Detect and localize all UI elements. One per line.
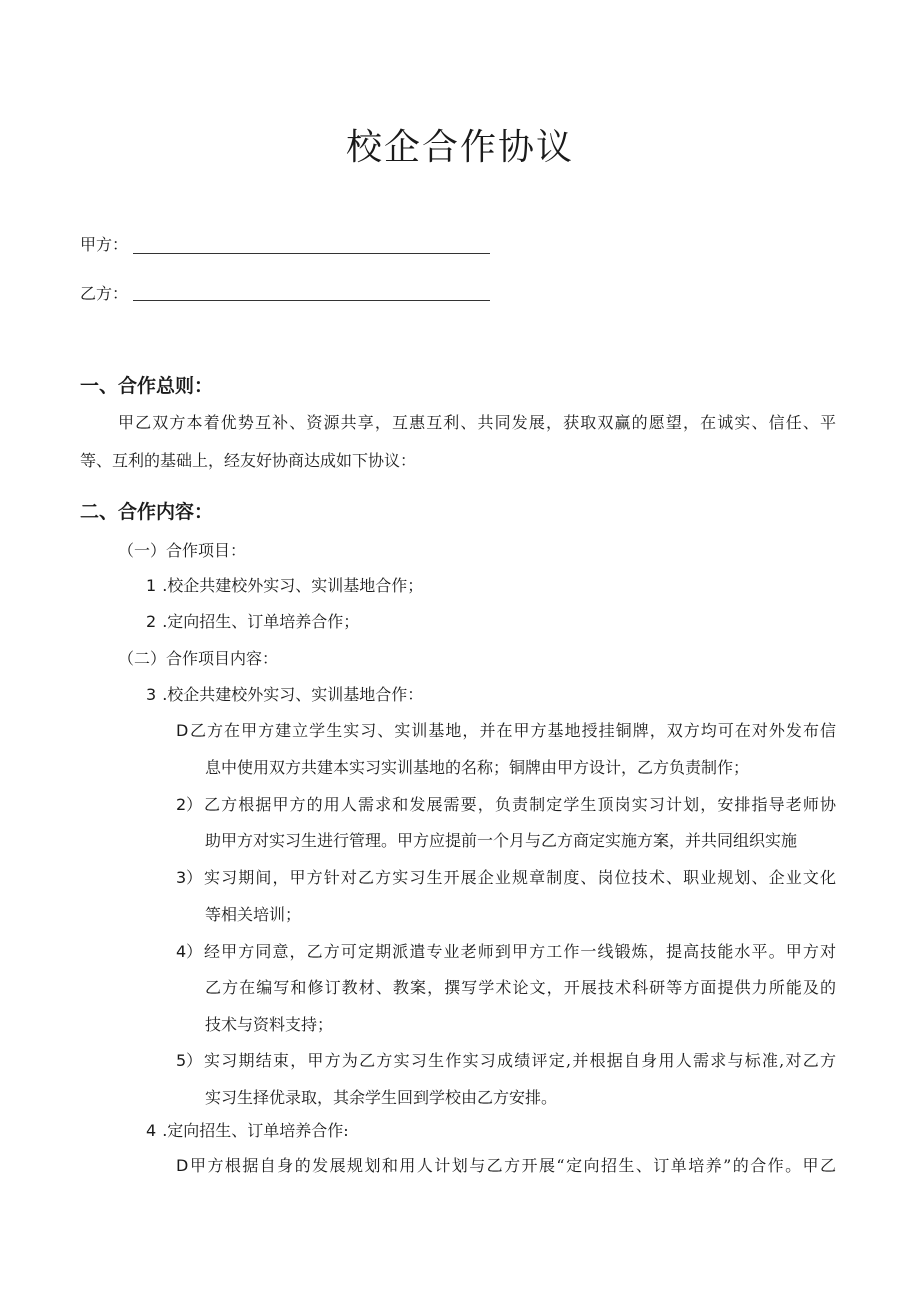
sub-point-marker: D (176, 721, 189, 740)
list-item-text: .定向招生、订单培养合作: (162, 1121, 349, 1140)
list-item-text: .校企共建校外实习、实训基地合作： (162, 685, 424, 704)
list-item-number: 2 (146, 612, 157, 631)
party-a-blank-line[interactable] (133, 253, 490, 254)
sub-point-line: 息中使用双方共建本实习实训基地的名称；铜牌由甲方设计，乙方负责制作； (205, 758, 750, 777)
sub-point-line: 实习期间，甲方针对乙方实习生开展企业规章制度、岗位技术、职业规划、企业文化 (204, 868, 836, 887)
list-item-text: .定向招生、订单培养合作； (162, 612, 360, 631)
sub-point-line: 乙方在编写和修订教材、教案，撰写学术论文，开展技术科研等方面提供力所能及的 (205, 978, 836, 997)
list-item (146, 611, 359, 633)
sub-point-marker: 3） (176, 868, 203, 887)
sub-point-line: 助甲方对实习生进行管理。甲方应提前一个月与乙方商定实施方案，并共同组织实施 (205, 831, 798, 850)
sub-point-line: 实习生择优录取，其余学生回到学校由乙方安排。 (205, 1088, 558, 1107)
document-title: 校企合作协议 (345, 127, 574, 168)
sub-point-line: 等相关培训； (205, 905, 302, 924)
list-item-text: .校企共建校外实习、实训基地合作； (162, 576, 424, 595)
sub-point-line: 甲方根据自身的发展规划和用人计划与乙方开展“定向招生、订单培养”的合作。甲乙 (190, 1156, 836, 1175)
section-2-heading: 二、合作内容： (80, 501, 214, 523)
sub-point-marker: 4） (176, 942, 203, 961)
party-a-label: 甲方： (80, 235, 129, 254)
section-1-paragraph-line-1: 甲乙双方本着优势互补、资源共享，互惠互利、共同发展，获取双赢的愿望，在诚实、信任、平 (118, 413, 836, 432)
list-item-number: 1 (146, 576, 157, 595)
sub-point-line: 实习期结束，甲方为乙方实习生作实习成绩评定,并根据自身用人需求与标准,对乙方 (204, 1051, 836, 1070)
sub-point-marker: 2） (176, 795, 203, 814)
section-1-heading: 一、合作总则： (80, 375, 214, 397)
section-1-paragraph-line-2: 等、互利的基础上，经友好协商达成如下协议： (80, 451, 417, 470)
list-item (146, 684, 423, 706)
party-b-label: 乙方： (80, 284, 129, 303)
sub-point-marker: 5） (176, 1051, 203, 1070)
subsection-2-label: （二）合作项目内容： (118, 649, 279, 668)
list-item-number: 4 (146, 1121, 157, 1140)
list-item (146, 1120, 349, 1142)
list-item-number: 3 (146, 685, 157, 704)
sub-point-line: 技术与资料支持； (205, 1015, 334, 1034)
sub-point-line: 乙方在甲方建立学生实习、实训基地，并在甲方基地授挂铜牌，双方均可在对外发布信 (190, 721, 836, 740)
subsection-1-label: （一）合作项目： (118, 541, 247, 560)
list-item (146, 575, 423, 597)
sub-point-line: 乙方根据甲方的用人需求和发展需要，负责制定学生顶岗实习计划，安排指导老师协 (204, 795, 836, 814)
sub-point-line: 经甲方同意，乙方可定期派遣专业老师到甲方工作一线锻炼，提高技能水平。甲方对 (204, 942, 836, 961)
sub-point-marker: D (176, 1156, 189, 1175)
party-b-blank-line[interactable] (133, 300, 490, 301)
